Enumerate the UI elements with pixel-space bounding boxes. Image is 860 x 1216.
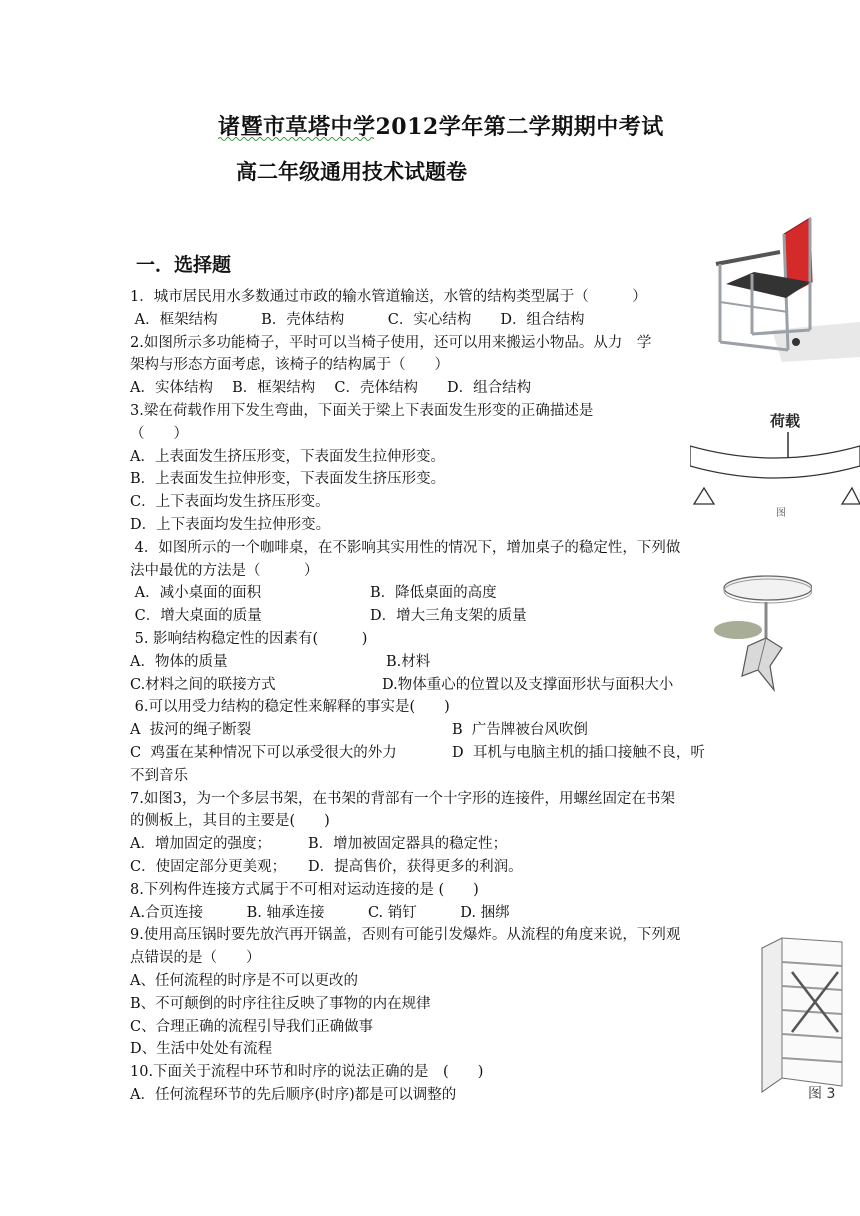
bookshelf-caption: 图 3	[808, 1086, 836, 1102]
question-2-options: A．实体结构 B．框架结构 C．壳体结构 D．组合结构	[130, 380, 532, 397]
beam-load-label: 荷载	[770, 412, 801, 430]
question-9-option-a: A、任何流程的时序是不可以更改的	[130, 972, 358, 989]
option-b: B．降低桌面的高度	[370, 585, 497, 602]
option-b: B．增加被固定器具的稳定性；	[308, 836, 508, 853]
option-c: C.材料之间的联接方式	[130, 676, 276, 693]
question-5-options-cd	[130, 674, 730, 697]
option-d: D.物体重心的位置以及支撑面形状与面积大小	[382, 676, 674, 693]
question-7-options-cd	[130, 856, 730, 879]
question-6: 6.可以用受力结构的稳定性来解释的事实是( )	[130, 699, 450, 716]
question-3-cont: （ ）	[130, 425, 188, 442]
coffee-table-figure	[712, 574, 812, 692]
question-4-options-cd	[130, 605, 730, 628]
question-3-option-a: A．上表面发生挤压形变，下表面发生拉伸形变。	[130, 448, 445, 465]
question-6-options-ab	[130, 719, 730, 742]
question-3: 3.梁在荷载作用下发生弯曲，下面关于梁上下表面发生形变的正确描述是	[130, 402, 594, 419]
question-6-options-cd	[130, 742, 730, 765]
question-2-cont: 架构与形态方面考虑，该椅子的结构属于（ ）	[130, 357, 449, 374]
question-5: 5. 影响结构稳定性的因素有( )	[130, 630, 368, 647]
question-8-options: A.合页连接 B. 轴承连接 C. 销钉 D. 捆绑	[130, 904, 510, 921]
option-b: B 广告牌被台风吹倒	[452, 722, 588, 739]
question-1-options: A．框架结构 B．壳体结构 C．实心结构 D．组合结构	[130, 311, 585, 328]
option-d: D 耳机与电脑主机的插口接触不良，听	[452, 744, 705, 761]
question-4-cont: 法中最优的方法是（ ）	[130, 562, 319, 579]
folding-chair-figure	[712, 212, 860, 362]
question-5-options-ab	[130, 651, 730, 674]
question-3-option-b: B．上表面发生拉伸形变，下表面发生挤压形变。	[130, 471, 446, 488]
question-9: 9.使用高压锅时要先放汽再开锅盖，否则有可能引发爆炸。从流程的角度来说，下列观	[130, 927, 681, 944]
option-d: D．提高售价，获得更多的利润。	[308, 858, 523, 875]
question-9-option-c: C、合理正确的流程引导我们正确做事	[130, 1018, 374, 1035]
question-9-cont: 点错误的是（ ）	[130, 950, 261, 967]
question-4: 4．如图所示的一个咖啡桌，在不影响其实用性的情况下，增加桌子的稳定性，下列做	[130, 539, 681, 556]
question-4-options-ab	[130, 582, 730, 605]
exam-subtitle: 高二年级通用技术试题卷	[236, 159, 467, 184]
question-3-option-c: C．上下表面均发生挤压形变。	[130, 494, 330, 511]
bookshelf-figure	[756, 936, 860, 1102]
question-9-option-b: B、不可颠倒的时序往往反映了事物的内在规律	[130, 995, 431, 1012]
option-d: D．增大三角支架的质量	[370, 608, 527, 625]
option-a: A 拔河的绳子断裂	[130, 722, 252, 739]
option-c: C．使固定部分更美观；	[130, 858, 287, 875]
question-8: 8.下列构件连接方式属于不可相对运动连接的是 ( )	[130, 881, 479, 898]
spellcheck-squiggle	[218, 136, 378, 142]
question-7-options-ab	[130, 833, 730, 856]
question-list	[130, 286, 730, 1107]
question-1: 1．城市居民用水多数通过市政的输水管道输送，水管的结构类型属于（ ）	[130, 289, 647, 305]
question-3-option-d: D．上下表面均发生拉伸形变。	[130, 516, 331, 533]
option-c: C 鸡蛋在某种情况下可以承受很大的外力	[130, 744, 397, 761]
option-a: A．减小桌面的面积	[130, 585, 262, 602]
question-6-option-d-cont: 不到音乐	[130, 767, 188, 784]
option-a: A．增加固定的强度；	[130, 836, 271, 853]
question-7: 7.如图3，为一个多层书架，在书架的背部有一个十字形的连接件，用螺丝固定在书架	[130, 790, 676, 807]
question-2: 2.如图所示多功能椅子，平时可以当椅子使用，还可以用来搬运小物品。从力 学	[130, 334, 652, 351]
option-a: A．物体的质量	[130, 653, 228, 670]
exam-title: 诸暨市草塔中学2012学年第二学期期中考试	[218, 114, 664, 140]
option-b: B.材料	[386, 653, 431, 670]
beam-caption: 图	[776, 508, 786, 519]
question-9-option-d: D、生活中处处有流程	[130, 1041, 273, 1058]
beam-load-figure	[690, 408, 860, 520]
question-7-cont: 的侧板上，其目的主要是( )	[130, 813, 330, 830]
question-10: 10.下面关于流程中环节和时序的说法正确的是 ( )	[130, 1064, 484, 1081]
section-title: 一．选择题	[136, 254, 232, 276]
option-c: C．增大桌面的质量	[130, 608, 262, 625]
question-10-option-a: A．任何流程环节的先后顺序(时序)都是可以调整的	[130, 1086, 457, 1103]
